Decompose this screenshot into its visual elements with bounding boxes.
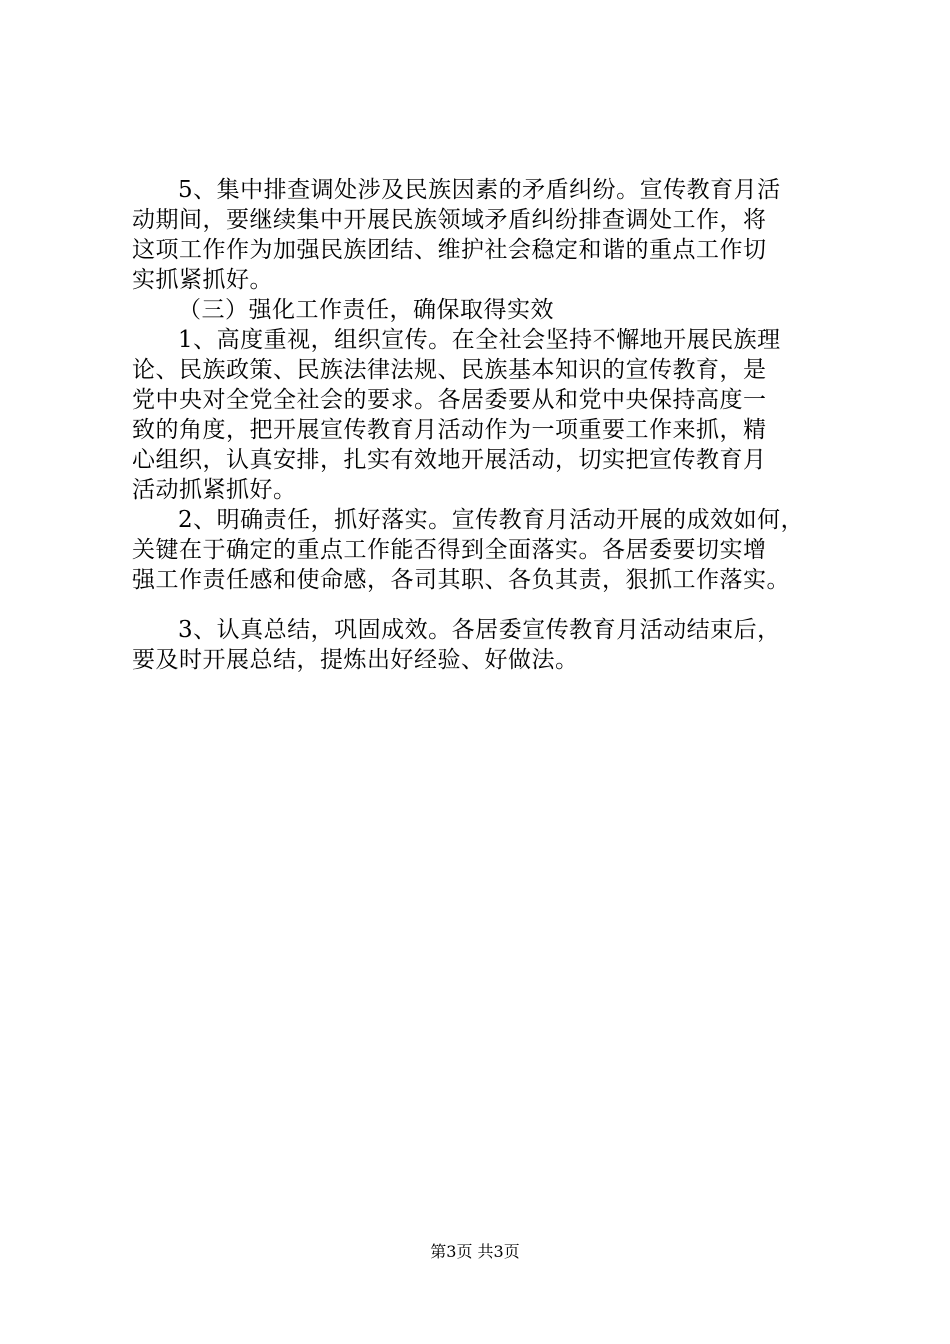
paragraph-line: 关键在于确定的重点工作能否得到全面落实。各居委要切实增 [132,537,767,563]
paragraph-line: 强工作责任感和使命感，各司其职、各负其责，狠抓工作落实。 [132,567,790,593]
paragraph-line: 2、明确责任，抓好落实。宣传教育月活动开展的成效如何， [178,507,805,533]
paragraph-spacer [132,595,848,615]
page-number-footer: 第3页 共3页 [430,1242,520,1261]
paragraph-line: 论、民族政策、民族法律法规、民族基本知识的宣传教育，是 [132,357,767,383]
paragraph-line: 动期间，要继续集中开展民族领域矛盾纠纷排查调处工作，将 [132,207,767,233]
paragraph-line: 实抓紧抓好。 [132,267,273,293]
paragraph-line: 活动抓紧抓好。 [132,477,297,503]
paragraph-line: 1、高度重视，组织宣传。在全社会坚持不懈地开展民族理 [178,327,781,353]
paragraph-line: 这项工作作为加强民族团结、维护社会稳定和谐的重点工作切 [132,237,767,263]
section-heading: （三）强化工作责任，确保取得实效 [178,297,554,323]
paragraph-line: 5、集中排查调处涉及民族因素的矛盾纠纷。宣传教育月活 [178,177,781,203]
paragraph-line: 3、认真总结，巩固成效。各居委宣传教育月活动结束后， [178,617,781,643]
paragraph-line: 要及时开展总结，提炼出好经验、好做法。 [132,647,579,673]
paragraph-line: 致的角度，把开展宣传教育月活动作为一项重要工作来抓，精 [132,417,767,443]
document-body [132,175,848,675]
paragraph-line: 党中央对全党全社会的要求。各居委要从和党中央保持高度一 [132,387,767,413]
paragraph-line: 心组织，认真安排，扎实有效地开展活动，切实把宣传教育月 [132,447,767,473]
